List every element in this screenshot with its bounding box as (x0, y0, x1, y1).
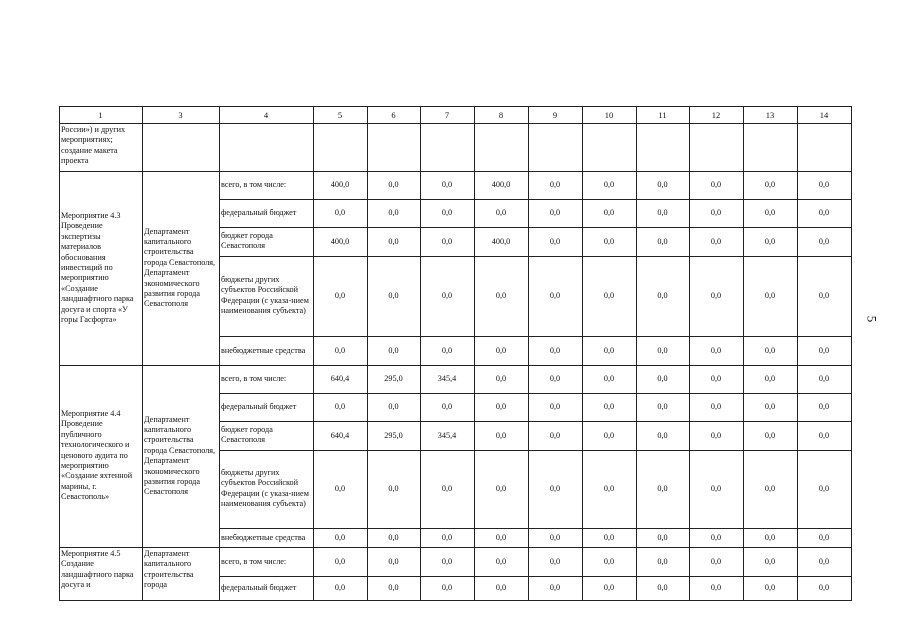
activity-cell: России») и других мероприятиях; создание макета проекта (61, 125, 126, 166)
table-rule (59, 106, 60, 601)
amount-cell: 0,0 (441, 484, 453, 493)
amount-cell: 0,0 (657, 484, 668, 493)
amount-cell: 0,0 (495, 430, 507, 440)
amount-cell: 0,0 (710, 345, 722, 355)
amount-cell: 0,0 (603, 180, 615, 189)
column-header: 10 (604, 109, 614, 120)
amount-cell: 0,0 (818, 291, 830, 300)
table-rule (59, 171, 852, 172)
table-rule (219, 576, 852, 577)
table-rule (219, 256, 852, 257)
amount-cell: 0,0 (710, 236, 722, 246)
amount-cell: 0,0 (495, 208, 507, 217)
amount-cell: 0,0 (764, 430, 776, 440)
amount-cell: 0,0 (495, 583, 507, 592)
table-rule (59, 600, 852, 601)
amount-cell: 0,0 (441, 291, 453, 300)
amount-cell: 295,0 (384, 374, 403, 383)
amount-cell: 0,0 (764, 374, 776, 383)
column-header: 8 (498, 109, 504, 120)
amount-cell: 0,0 (388, 402, 399, 411)
amount-cell: 0,0 (657, 208, 668, 217)
amount-cell: 0,0 (818, 532, 830, 542)
page-number: 5 (864, 315, 880, 323)
amount-cell: 0,0 (388, 291, 399, 300)
activity-cell: Мероприятие 4.5 Создание ландшафтного парка досуга и (61, 549, 134, 590)
table-rule (59, 123, 852, 124)
amount-cell: 0,0 (549, 345, 561, 355)
amount-cell: 0,0 (334, 208, 346, 217)
amount-cell: 0,0 (549, 556, 561, 566)
amount-cell: 0,0 (818, 374, 830, 383)
amount-cell: 0,0 (603, 208, 615, 217)
amount-cell: 0,0 (603, 345, 615, 355)
amount-cell: 0,0 (818, 180, 830, 189)
amount-cell: 400,0 (491, 236, 511, 246)
amount-cell: 0,0 (334, 556, 346, 566)
amount-cell: 0,0 (603, 532, 615, 542)
amount-cell: 640,4 (330, 374, 350, 383)
amount-cell: 0,0 (388, 583, 399, 592)
amount-cell: 0,0 (657, 345, 668, 355)
amount-cell: 0,0 (657, 556, 668, 566)
amount-cell: 0,0 (388, 532, 399, 542)
table-rule (59, 365, 852, 366)
amount-cell: 0,0 (549, 180, 561, 189)
column-header: 9 (552, 109, 558, 120)
amount-cell: 0,0 (603, 374, 615, 383)
amount-cell: 0,0 (549, 402, 561, 411)
funding-source-cell: внебюджетные средства (221, 532, 306, 542)
funding-source-cell: всего, в том числе: (221, 374, 287, 383)
amount-cell: 0,0 (549, 484, 561, 493)
amount-cell: 0,0 (764, 291, 776, 300)
amount-cell: 0,0 (441, 208, 453, 217)
table-rule (743, 106, 744, 601)
funding-source-cell: бюджет города Севастополя (221, 231, 273, 251)
amount-cell: 0,0 (764, 402, 776, 411)
table-rule (59, 547, 852, 548)
amount-cell: 0,0 (549, 236, 561, 246)
amount-cell: 0,0 (388, 180, 399, 189)
amount-cell: 295,0 (384, 430, 403, 440)
amount-cell: 0,0 (549, 430, 561, 440)
amount-cell: 0,0 (388, 236, 399, 246)
amount-cell: 0,0 (603, 236, 615, 246)
funding-source-cell: бюджеты других субъектов Российской Федерации (с указа-нием наименования субъекта) (221, 468, 309, 509)
amount-cell: 0,0 (495, 484, 507, 493)
table-rule (474, 106, 475, 601)
table-rule (219, 106, 220, 601)
amount-cell: 0,0 (764, 180, 776, 189)
amount-cell: 0,0 (549, 374, 561, 383)
amount-cell: 0,0 (549, 208, 561, 217)
amount-cell: 0,0 (710, 484, 722, 493)
table-rule (219, 199, 852, 200)
amount-cell: 0,0 (495, 374, 507, 383)
executor-cell: Департамент капитального строительства города (144, 549, 194, 590)
table-rule (219, 421, 852, 422)
amount-cell: 0,0 (441, 402, 453, 411)
amount-cell: 0,0 (441, 345, 453, 355)
column-header: 3 (178, 109, 183, 120)
amount-cell: 0,0 (818, 236, 830, 246)
column-header: 7 (444, 109, 450, 120)
column-header: 12 (711, 109, 721, 120)
funding-source-cell: федеральный бюджет (221, 583, 297, 592)
table-rule (219, 227, 852, 228)
table-rule (851, 106, 852, 601)
table-rule (219, 336, 852, 337)
amount-cell: 0,0 (818, 430, 830, 440)
amount-cell: 0,0 (549, 291, 561, 300)
amount-cell: 0,0 (495, 345, 507, 355)
amount-cell: 400,0 (330, 180, 350, 189)
amount-cell: 0,0 (334, 402, 346, 411)
amount-cell: 0,0 (495, 532, 507, 542)
amount-cell: 0,0 (388, 208, 399, 217)
table-rule (797, 106, 798, 601)
table-rule (59, 106, 852, 107)
amount-cell: 0,0 (764, 484, 776, 493)
column-header: 4 (263, 109, 269, 120)
amount-cell: 0,0 (710, 402, 722, 411)
amount-cell: 0,0 (603, 484, 615, 493)
executor-cell: Департамент капитального строительства города Севастополя, Департамент экономического развития города Севастополя (144, 414, 216, 497)
amount-cell: 0,0 (764, 208, 776, 217)
table-rule (219, 450, 852, 451)
table-rule (528, 106, 529, 601)
amount-cell: 0,0 (657, 180, 668, 189)
amount-cell: 0,0 (334, 484, 346, 493)
amount-cell: 0,0 (603, 583, 615, 592)
activity-cell: Мероприятие 4.4 Проведение публичного технологического и ценового аудита по мероприятию «Создание яхтенной марины, г. Севастополь» (61, 409, 133, 502)
table-rule (219, 393, 852, 394)
amount-cell: 0,0 (764, 345, 776, 355)
funding-source-cell: федеральный бюджет (221, 208, 297, 217)
funding-source-cell: бюджеты других субъектов Российской Федерации (с указа-нием наименования субъекта) (221, 275, 309, 316)
funding-source-cell: внебюджетные средства (221, 345, 306, 355)
amount-cell: 0,0 (334, 532, 346, 542)
column-header: 1 (98, 109, 103, 120)
amount-cell: 0,0 (657, 430, 668, 440)
amount-cell: 0,0 (764, 532, 776, 542)
amount-cell: 0,0 (710, 430, 722, 440)
amount-cell: 0,0 (818, 208, 830, 217)
amount-cell: 0,0 (603, 556, 615, 566)
table-rule (219, 528, 852, 529)
amount-cell: 0,0 (710, 374, 722, 383)
amount-cell: 0,0 (388, 345, 399, 355)
funding-source-cell: всего, в том числе: (221, 556, 287, 566)
amount-cell: 0,0 (334, 345, 346, 355)
table-rule (636, 106, 637, 601)
column-header: 14 (819, 109, 829, 120)
amount-cell: 0,0 (818, 402, 830, 411)
amount-cell: 0,0 (657, 236, 668, 246)
amount-cell: 0,0 (334, 583, 346, 592)
column-header: 6 (391, 109, 396, 120)
amount-cell: 0,0 (388, 556, 399, 566)
column-header: 13 (765, 109, 775, 120)
amount-cell: 0,0 (818, 583, 830, 592)
amount-cell: 0,0 (710, 532, 722, 542)
amount-cell: 0,0 (657, 374, 668, 383)
funding-source-cell: бюджет города Севастополя (221, 425, 273, 445)
amount-cell: 0,0 (818, 484, 830, 493)
amount-cell: 345,4 (437, 374, 457, 383)
table-rule (367, 106, 368, 601)
amount-cell: 0,0 (710, 180, 722, 189)
amount-cell: 0,0 (603, 430, 615, 440)
amount-cell: 0,0 (764, 583, 776, 592)
column-header: 11 (658, 109, 667, 120)
amount-cell: 345,4 (437, 430, 457, 440)
amount-cell: 0,0 (334, 291, 346, 300)
amount-cell: 0,0 (495, 556, 507, 566)
amount-cell: 0,0 (495, 402, 507, 411)
activity-cell: Мероприятие 4.3 Проведение экспертизы материалов обоснования инвестиций по мероприятию «Создание ландшафтного парка досуга и спорта «У горы Гасфорта» (61, 211, 134, 325)
amount-cell: 0,0 (657, 532, 668, 542)
amount-cell: 0,0 (710, 583, 722, 592)
table-rule (420, 106, 421, 601)
amount-cell: 0,0 (657, 583, 668, 592)
funding-source-cell: федеральный бюджет (221, 402, 297, 411)
amount-cell: 0,0 (495, 291, 507, 300)
amount-cell: 0,0 (710, 291, 722, 300)
amount-cell: 0,0 (657, 291, 668, 300)
amount-cell: 0,0 (818, 345, 830, 355)
table-rule (142, 106, 143, 601)
column-header: 5 (337, 109, 343, 120)
amount-cell: 0,0 (388, 484, 399, 493)
amount-cell: 0,0 (657, 402, 668, 411)
amount-cell: 400,0 (330, 236, 350, 246)
amount-cell: 0,0 (603, 291, 615, 300)
amount-cell: 640,4 (330, 430, 350, 440)
amount-cell: 0,0 (818, 556, 830, 566)
amount-cell: 0,0 (710, 556, 722, 566)
amount-cell: 0,0 (603, 402, 615, 411)
amount-cell: 0,0 (710, 208, 722, 217)
table-rule (689, 106, 690, 601)
table-rule (313, 106, 314, 601)
amount-cell: 400,0 (491, 180, 511, 189)
amount-cell: 0,0 (441, 532, 453, 542)
amount-cell: 0,0 (441, 556, 453, 566)
funding-source-cell: всего, в том числе: (221, 180, 287, 189)
amount-cell: 0,0 (764, 236, 776, 246)
amount-cell: 0,0 (441, 236, 453, 246)
amount-cell: 0,0 (764, 556, 776, 566)
amount-cell: 0,0 (549, 532, 561, 542)
executor-cell: Департамент капитального строительства города Севастополя, Департамент экономического развития города Севастополя (144, 226, 216, 309)
table-rule (582, 106, 583, 601)
amount-cell: 0,0 (441, 583, 453, 592)
amount-cell: 0,0 (441, 180, 453, 189)
amount-cell: 0,0 (549, 583, 561, 592)
